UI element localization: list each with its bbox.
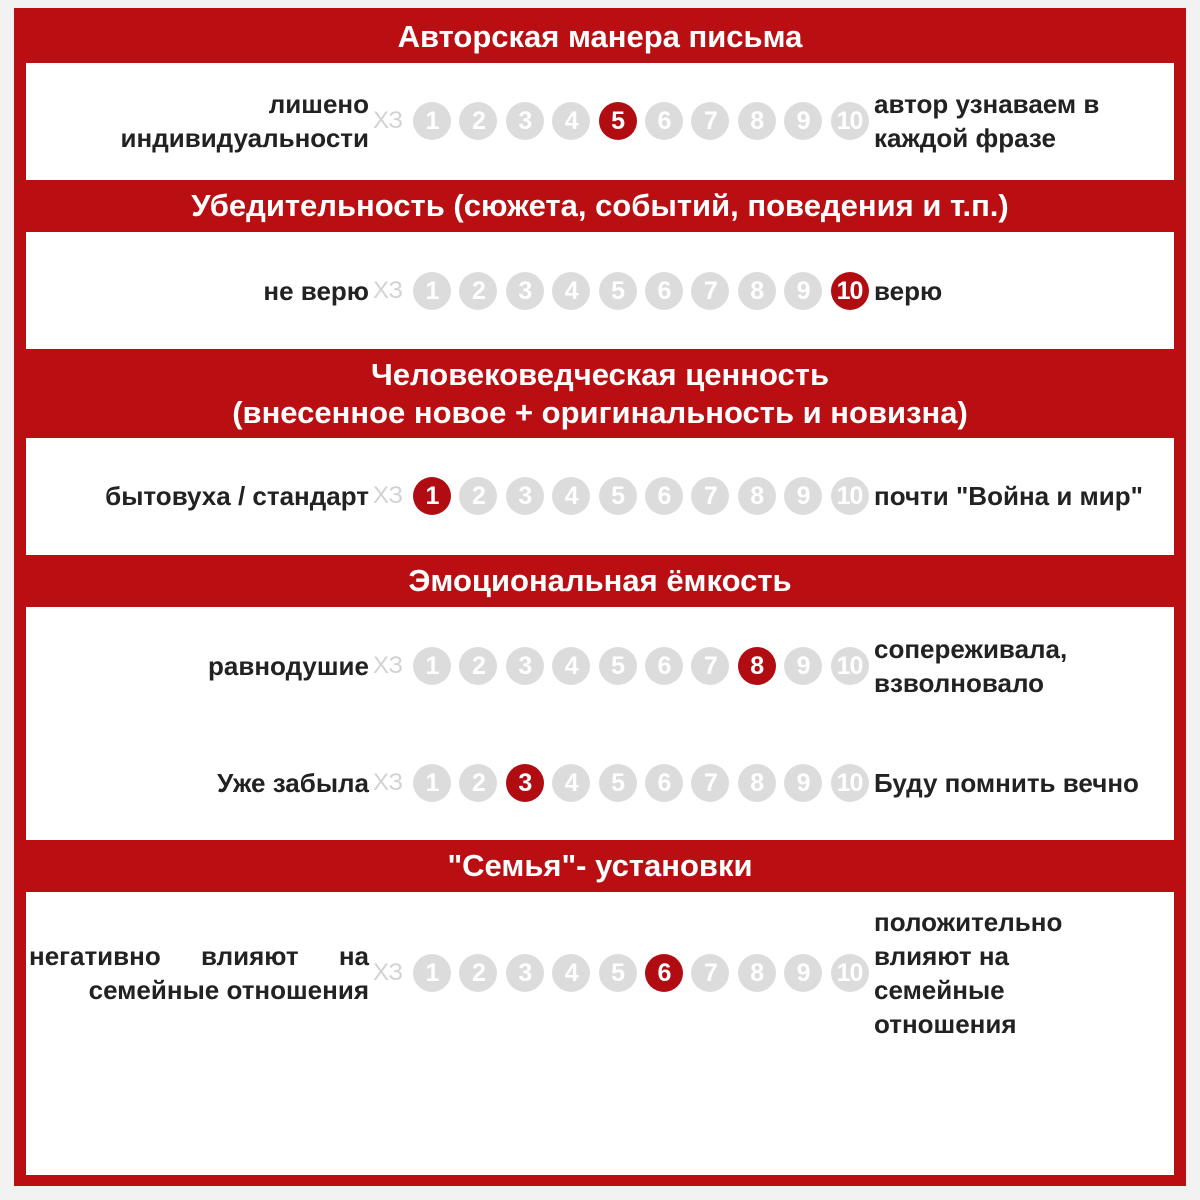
rating-scale <box>413 764 869 802</box>
left-anchor-label: лишено индивидуальности <box>120 89 369 153</box>
section-header <box>17 11 1183 63</box>
rating-option[interactable]: 2 <box>459 954 497 992</box>
rating-option[interactable]: 9 <box>784 764 822 802</box>
rating-option[interactable]: 4 <box>552 647 590 685</box>
rating-option[interactable]: 3 <box>506 272 544 310</box>
rating-option[interactable]: 1 <box>413 954 451 992</box>
rating-scale <box>413 477 869 515</box>
rating-option[interactable]: 8 <box>738 764 776 802</box>
rating-option[interactable]: 7 <box>691 272 729 310</box>
rating-option[interactable]: 2 <box>459 647 497 685</box>
rating-option[interactable]: 6 <box>645 272 683 310</box>
section-title: "Семья"- установки <box>447 848 753 883</box>
section-header <box>17 840 1183 892</box>
rating-option[interactable]: 8 <box>738 272 776 310</box>
rating-option[interactable]: 1 <box>413 272 451 310</box>
left-anchor-label: бытовуха / стандарт <box>105 481 369 511</box>
rating-option[interactable]: 3 <box>506 647 544 685</box>
rating-option[interactable]: 9 <box>784 272 822 310</box>
rating-scale <box>413 954 869 992</box>
rating-scale <box>413 647 869 685</box>
left-anchor-label: равнодушие <box>208 651 369 681</box>
section-body <box>26 438 1174 555</box>
rating-option[interactable]: 10 <box>831 954 869 992</box>
section-header <box>17 555 1183 607</box>
rating-option[interactable]: 5 <box>599 272 637 310</box>
rating-option[interactable]: 4 <box>552 102 590 140</box>
rating-option[interactable]: 4 <box>552 477 590 515</box>
rating-option[interactable]: 1 <box>413 647 451 685</box>
rating-option[interactable]: 2 <box>459 102 497 140</box>
section-title: Человековедческая ценность <box>370 356 830 392</box>
right-anchor-label: верю <box>874 276 943 306</box>
section-title: Эмоциональная ёмкость <box>408 563 792 598</box>
rating-option[interactable]: 7 <box>691 647 729 685</box>
rating-option[interactable]: 1 <box>413 764 451 802</box>
rating-option[interactable]: 9 <box>784 102 822 140</box>
rating-option[interactable]: 10 <box>831 647 869 685</box>
rating-option[interactable]: 2 <box>459 272 497 310</box>
rating-scale <box>413 102 869 140</box>
rating-option[interactable]: 1 <box>413 102 451 140</box>
section-body <box>26 892 1174 1175</box>
section-header <box>17 180 1183 232</box>
rating-option-selected[interactable]: 3 <box>506 764 544 802</box>
rating-option[interactable]: 8 <box>738 102 776 140</box>
rating-option[interactable]: 4 <box>552 764 590 802</box>
rating-option[interactable]: 8 <box>738 477 776 515</box>
section-subtitle: (внесенное новое + оригинальность и новизна) <box>232 394 968 430</box>
rating-option[interactable]: 7 <box>691 954 729 992</box>
rating-option[interactable]: 9 <box>784 477 822 515</box>
rating-option[interactable]: 5 <box>599 477 637 515</box>
rating-option[interactable]: 5 <box>599 764 637 802</box>
left-anchor-label: не верю <box>263 276 369 306</box>
rating-option-selected[interactable]: 8 <box>738 647 776 685</box>
rating-scale <box>413 272 869 310</box>
right-anchor-label: почти "Война и мир" <box>874 481 1143 511</box>
rating-option[interactable]: 4 <box>552 954 590 992</box>
rating-option[interactable]: 8 <box>738 954 776 992</box>
right-anchor-label: сопереживала, взволновало <box>874 634 1068 698</box>
xz-option[interactable]: ХЗ <box>373 959 403 986</box>
rating-option-selected[interactable]: 1 <box>413 477 451 515</box>
rating-option-selected[interactable]: 5 <box>599 102 637 140</box>
rating-card <box>14 8 1186 1186</box>
xz-option[interactable]: ХЗ <box>373 277 403 304</box>
rating-option[interactable]: 10 <box>831 764 869 802</box>
rating-option[interactable]: 9 <box>784 954 822 992</box>
rating-option[interactable]: 3 <box>506 477 544 515</box>
right-anchor-label: автор узнаваем в каждой фразе <box>874 89 1100 153</box>
section-body <box>26 63 1174 180</box>
rating-option[interactable]: 10 <box>831 477 869 515</box>
xz-option[interactable]: ХЗ <box>373 652 403 679</box>
xz-option[interactable]: ХЗ <box>373 482 403 509</box>
rating-option-selected[interactable]: 6 <box>645 954 683 992</box>
left-anchor-label: Уже забыла <box>217 768 369 798</box>
rating-option[interactable]: 7 <box>691 102 729 140</box>
rating-option[interactable]: 5 <box>599 954 637 992</box>
rating-option[interactable]: 2 <box>459 477 497 515</box>
rating-option[interactable]: 9 <box>784 647 822 685</box>
rating-option[interactable]: 4 <box>552 272 590 310</box>
section-title: Убедительность (сюжета, событий, поведения и т.п.) <box>191 188 1009 223</box>
rating-option[interactable]: 10 <box>831 102 869 140</box>
rating-option[interactable]: 6 <box>645 477 683 515</box>
rating-option[interactable]: 6 <box>645 647 683 685</box>
rating-option[interactable]: 5 <box>599 647 637 685</box>
rating-option[interactable]: 7 <box>691 764 729 802</box>
rating-option[interactable]: 6 <box>645 764 683 802</box>
rating-option[interactable]: 6 <box>645 102 683 140</box>
section-body <box>26 607 1174 840</box>
section-title: Авторская манера письма <box>397 19 803 54</box>
xz-option[interactable]: ХЗ <box>373 107 403 134</box>
rating-option[interactable]: 3 <box>506 954 544 992</box>
section-body <box>26 232 1174 349</box>
xz-option[interactable]: ХЗ <box>373 769 403 796</box>
section-header <box>17 349 1183 438</box>
rating-option[interactable]: 3 <box>506 102 544 140</box>
right-anchor-label: положительно влияют на семейные отношения <box>874 907 1063 1039</box>
right-anchor-label: Буду помнить вечно <box>874 768 1139 798</box>
left-anchor-label: негативно влияют на семейные отношения <box>29 941 369 1005</box>
rating-option[interactable]: 7 <box>691 477 729 515</box>
rating-option[interactable]: 2 <box>459 764 497 802</box>
rating-option-selected[interactable]: 10 <box>831 272 869 310</box>
